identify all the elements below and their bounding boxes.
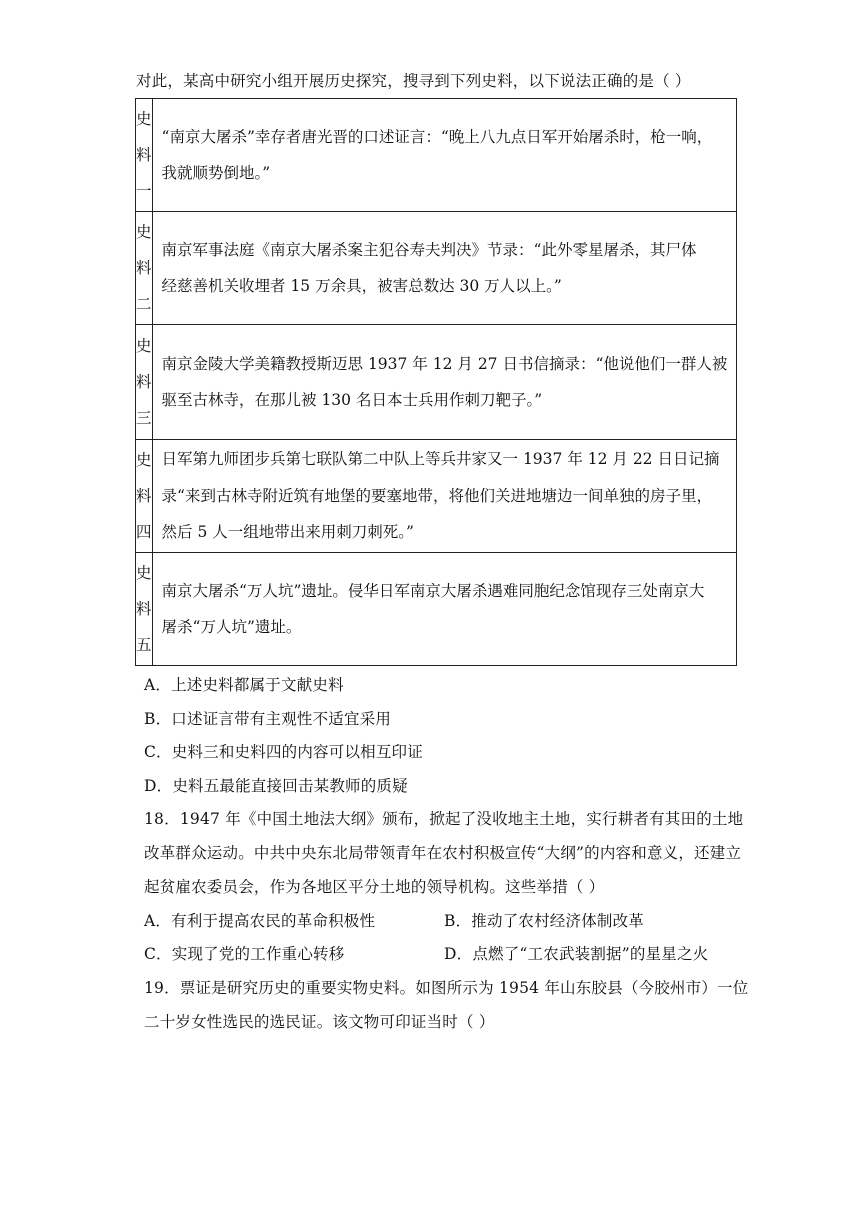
label-char: 史 xyxy=(136,223,152,241)
q18-option-c: C．实现了党的工作重心转移 xyxy=(144,945,345,963)
q18-option-a: A．有利于提高农民的革命积极性 xyxy=(144,912,376,930)
source-text xyxy=(152,212,737,325)
source-label xyxy=(136,553,153,666)
source-label xyxy=(136,99,153,212)
source-row xyxy=(136,212,737,325)
source-label xyxy=(136,212,153,325)
source-line: 我就顺势倒地。” xyxy=(161,164,271,182)
source-line: 然后 5 人一组地带出来用刺刀刺死。” xyxy=(161,523,414,542)
source-row xyxy=(136,99,737,212)
label-char: 五 xyxy=(136,636,152,654)
q18-option-d: D．点燃了“工农武装割据”的星星之火 xyxy=(444,945,709,963)
label-char: 一 xyxy=(136,182,152,200)
source-text xyxy=(152,440,737,553)
label-char: 史 xyxy=(136,564,152,582)
source-line: 南京金陵大学美籍教授斯迈思 1937 年 12 月 27 日书信摘录：“他说他们一群人被 xyxy=(161,354,728,373)
label-char: 二 xyxy=(136,295,152,313)
q18-option-b: B．推动了农村经济体制改革 xyxy=(444,912,644,930)
label-char: 料 xyxy=(136,373,152,391)
label-char: 料 xyxy=(136,487,152,505)
source-row xyxy=(136,440,737,553)
q17-option-c: C．史料三和史料四的内容可以相互印证 xyxy=(144,743,423,761)
q18-stem-line: 起贫雇农委员会，作为各地区平分土地的领导机构。这些举措（ ） xyxy=(144,878,605,896)
source-line: 经慈善机关收埋者 15 万余具，被害总数达 30 万人以上。” xyxy=(161,277,562,295)
source-line: 驱至古林寺，在那儿被 130 名日本士兵用作刺刀靶子。” xyxy=(161,391,543,409)
label-char: 三 xyxy=(136,409,152,427)
source-line: 屠杀“万人坑”遗址。 xyxy=(161,618,302,636)
q17-option-b: B．口述证言带有主观性不适宜采用 xyxy=(144,710,392,728)
source-line: “南京大屠杀”幸存者唐光晋的口述证言：“晚上八九点日军开始屠杀时，枪一响， xyxy=(161,127,713,146)
source-row xyxy=(136,553,737,666)
label-char: 史 xyxy=(136,110,152,128)
q18-stem-line: 改革群众运动。中共中央东北局带领青年在农村积极宣传“大纲”的内容和意义，还建立 xyxy=(144,844,742,862)
label-char: 料 xyxy=(136,600,152,618)
label-char: 史 xyxy=(136,451,152,469)
label-char: 料 xyxy=(136,146,152,164)
label-char: 史 xyxy=(136,337,152,355)
source-line: 南京军事法庭《南京大屠杀案主犯谷寿夫判决》节录：“此外零星屠杀，其尸体 xyxy=(161,240,697,259)
label-char: 料 xyxy=(136,259,152,277)
question-17-stem: 对此，某高中研究小组开展历史探究，搜寻到下列史料，以下说法正确的是（ ） xyxy=(136,72,691,90)
source-row xyxy=(136,325,737,440)
source-line: 录“来到古林寺附近筑有地堡的要塞地带，将他们关进地塘边一间单独的房子里， xyxy=(161,486,712,505)
q17-option-a: A．上述史料都属于文献史料 xyxy=(144,676,344,694)
q17-option-d: D．史料五最能直接回击某教师的质疑 xyxy=(144,777,408,795)
source-text xyxy=(152,325,737,440)
q19-stem-line: 二十岁女性选民的选民证。该文物可印证当时（ ） xyxy=(144,1013,495,1031)
source-table xyxy=(135,98,737,666)
source-line: 南京大屠杀“万人坑”遗址。侵华日军南京大屠杀遇难同胞纪念馆现存三处南京大 xyxy=(161,581,705,600)
q19-stem-line: 19．票证是研究历史的重要实物史料。如图所示为 1954 年山东胶县（今胶州市）一位 xyxy=(144,979,749,997)
source-line: 日军第九师团步兵第七联队第二中队上等兵井家又一 1937 年 12 月 22 日日记摘 xyxy=(161,450,720,469)
q18-stem-line: 18．1947 年《中国土地法大纲》颁布，掀起了没收地主土地，实行耕者有其田的土地 xyxy=(144,810,744,828)
source-text xyxy=(152,553,737,666)
source-text xyxy=(152,99,737,212)
label-char: 四 xyxy=(136,523,152,541)
source-label xyxy=(136,440,153,553)
source-label xyxy=(136,325,153,440)
